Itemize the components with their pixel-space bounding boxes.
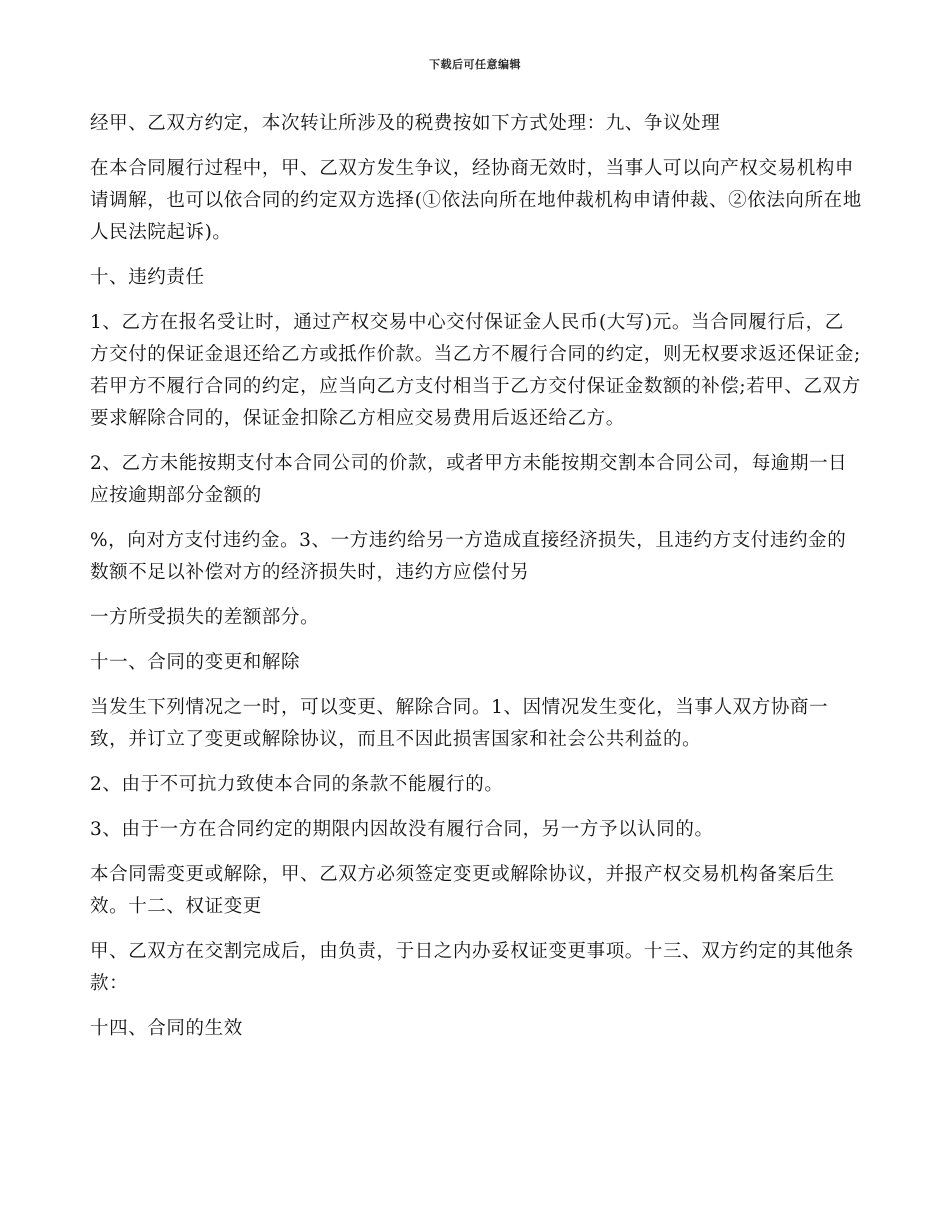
paragraph-tax: 经甲、乙双方约定，本次转让所涉及的税费按如下方式处理：九、争议处理	[90, 113, 721, 134]
paragraph-breach-3: %，向对方支付违约金。3、一方违约给另一方造成直接经济损失，且违约方支付违约金的数额不足以补偿对方的经济损失时，违约方应偿付另	[90, 530, 847, 583]
paragraph-change-3: 3、由于一方在合同约定的期限内因故没有履行合同，另一方予以认同的。	[90, 819, 714, 840]
page-header: 下载后可任意编辑	[429, 58, 521, 71]
section-heading-breach: 十、违约责任	[90, 267, 205, 288]
paragraph-change-2: 2、由于不可抗力致使本合同的条款不能履行的。	[90, 774, 504, 795]
section-heading-change: 十一、合同的变更和解除	[90, 652, 301, 673]
paragraph-breach-3-cont: 一方所受损失的差额部分。	[90, 607, 320, 628]
section-heading-effect: 十四、合同的生效	[90, 1018, 243, 1039]
paragraph-change-filing: 本合同需变更或解除，甲、乙双方必须签定变更或解除协议，并报产权交易机构备案后生效。十二、权证变更	[90, 864, 835, 917]
paragraph-breach-2: 2、乙方未能按期支付本合同公司的价款，或者甲方未能按期交割本合同公司，每逾期一日应按逾期部分金额的	[90, 453, 848, 506]
paragraph-breach-1: 1、乙方在报名受让时，通过产权交易中心交付保证金人民币(大写)元。当合同履行后，乙方交付的保证金退还给乙方或抵作价款。当乙方不履行合同的约定，则无权要求返还保证金;若甲方不履行合同的约定，应当向乙方支付相当于乙方交付保证金数额的补偿;若甲、乙双方要求解除合同的，保证金扣除乙方相应交易费用后返还给乙方。	[90, 312, 861, 429]
paragraph-change-1: 当发生下列情况之一时，可以变更、解除合同。1、因情况发生变化，当事人双方协商一致，并订立了变更或解除协议，而且不因此损害国家和社会公共利益的。	[90, 697, 829, 750]
paragraph-dispute: 在本合同履行过程中，甲、乙双方发生争议，经协商无效时，当事人可以向产权交易机构申请调解，也可以依合同的约定双方选择(①依法向所在地仲裁机构申请仲裁、②依法向所在地人民法院起诉)。	[90, 158, 862, 243]
document-body	[90, 108, 862, 1058]
paragraph-title-change: 甲、乙双方在交割完成后，由负责，于日之内办妥权证变更事项。十三、双方约定的其他条款：	[90, 941, 855, 994]
